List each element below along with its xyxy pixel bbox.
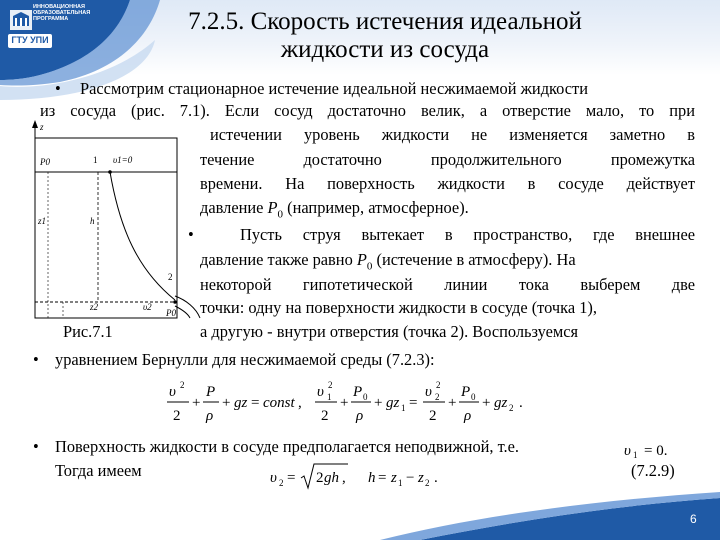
svg-text:2: 2 (316, 470, 324, 486)
svg-text:2: 2 (425, 478, 430, 488)
label-z1: z1 (38, 216, 47, 226)
svg-text:ρ: ρ (464, 408, 472, 424)
p0-subscript: 0 (277, 208, 284, 221)
svg-text:υ: υ (270, 470, 277, 486)
svg-text:gz: gz (386, 395, 400, 411)
svg-text:P: P (206, 384, 216, 400)
vessel-figure (28, 120, 203, 320)
svg-text:P: P (461, 384, 471, 400)
svg-text:2: 2 (429, 408, 437, 424)
p1-line-5: времени. На поверхность жидкости в сосуде действует (200, 174, 695, 193)
label-z: z (40, 122, 44, 132)
svg-text:υ: υ (317, 384, 324, 400)
logo-text: ИННОВАЦИОННАЯ ОБРАЗОВАТЕЛЬНАЯ ПРОГРАММА (33, 4, 91, 23)
p2-line-2-pre: давление также равно (200, 250, 357, 269)
svg-text:=: = (287, 470, 296, 486)
p1-line-1: Рассмотрим стационарное истечение идеальной несжимаемой жидкости (80, 79, 588, 98)
svg-text:1: 1 (633, 450, 638, 460)
p2-line-1: Пусть струя вытекает в пространство, где внешнее (240, 225, 695, 244)
p1-line-6-pre: давление (200, 198, 268, 217)
svg-text:.: . (434, 470, 438, 486)
p2-line-2-post: (истечение в атмосферу). На (372, 250, 576, 269)
svg-text:P: P (353, 384, 363, 400)
svg-text:2: 2 (435, 392, 440, 402)
label-2: 2 (168, 272, 173, 282)
svg-text:= 0.: = 0. (644, 443, 668, 459)
z-axis-arrow (32, 120, 38, 128)
bullet-4: • (33, 437, 39, 456)
svg-text:=: = (409, 395, 418, 411)
svg-text:υ: υ (169, 384, 176, 400)
figure-caption: Рис.7.1 (63, 322, 113, 341)
svg-text:−: − (406, 470, 415, 486)
p2-line-3: некоторой гипотетической линии тока выберем две (200, 275, 695, 294)
svg-text:2: 2 (180, 380, 185, 390)
p2-line-5: а другую - внутри отверстия (точка 2). Воспользуемся (200, 322, 579, 341)
svg-text:ρ: ρ (356, 408, 364, 424)
p3-line-2: Тогда имеем (55, 461, 142, 480)
label-1: 1 (93, 155, 98, 165)
point-2 (173, 300, 177, 304)
svg-text:+: + (192, 395, 201, 411)
svg-text:,: , (298, 395, 302, 411)
torricelli-equation (268, 460, 468, 494)
bullet-2: • (188, 225, 194, 244)
svg-text:0: 0 (471, 392, 476, 402)
svg-text:.: . (519, 395, 523, 411)
label-z2: z2 (90, 302, 99, 312)
label-p0-bottom: P0 (166, 308, 176, 318)
bullet-1: • (55, 79, 61, 98)
svg-text:1: 1 (398, 478, 403, 488)
svg-text:+: + (222, 395, 231, 411)
streamline (110, 172, 175, 300)
svg-text:2: 2 (279, 478, 284, 488)
logo-abbrev: ГТУ УПИ (11, 35, 49, 45)
svg-text:gh: gh (324, 470, 339, 486)
svg-text:+: + (340, 395, 349, 411)
label-v1: υ1=0 (113, 155, 133, 165)
page-number: 6 (690, 512, 697, 526)
svg-text:z: z (418, 470, 424, 486)
title-line-1: 7.2.5. Скорость истечения идеальной (188, 8, 582, 35)
svg-text:z: z (391, 470, 397, 486)
svg-text:+: + (482, 395, 491, 411)
p0-symbol-2: P (356, 250, 367, 269)
point-1 (108, 170, 112, 174)
svg-text:1: 1 (401, 403, 406, 413)
p1-line-2: из сосуда (рис. 7.1). Если сосуд достаточно велик, а отверстие мало, то при (40, 101, 695, 120)
svg-text:+: + (448, 395, 457, 411)
p0-subscript-2: 0 (366, 260, 373, 273)
p1-line-3: истечении уровень жидкости не изменяется заметно в (210, 125, 695, 144)
svg-text:2: 2 (173, 408, 181, 424)
p1-line-4: течение достаточно продолжительного промежутка (200, 150, 695, 169)
svg-text:ρ: ρ (206, 408, 214, 424)
svg-text:1: 1 (327, 392, 332, 402)
svg-text:const: const (263, 395, 295, 411)
svg-text:,: , (342, 470, 346, 486)
svg-text:2: 2 (509, 403, 514, 413)
label-v2: υ2 (143, 302, 152, 312)
title-line-2: жидкости из сосуда (280, 36, 490, 63)
svg-text:2: 2 (436, 380, 441, 390)
p0-symbol: P (267, 198, 278, 217)
svg-text:2: 2 (328, 380, 333, 390)
svg-text:υ: υ (624, 443, 631, 459)
svg-text:=: = (251, 395, 260, 411)
svg-text:=: = (378, 470, 387, 486)
bernoulli-equation (165, 378, 565, 428)
p2-line-6: уравнением Бернулли для несжимаемой среды (7.2.3): (55, 350, 435, 369)
vessel-outline (35, 138, 177, 318)
svg-text:gz: gz (494, 395, 508, 411)
svg-text:0: 0 (363, 392, 368, 402)
v1-zero-equation (622, 439, 692, 461)
svg-text:+: + (374, 395, 383, 411)
label-h: h (90, 216, 95, 226)
svg-text:gz: gz (234, 395, 248, 411)
p2-line-4: точки: одну на поверхности жидкости в сосуде (точка 1), (200, 298, 597, 317)
svg-text:2: 2 (321, 408, 329, 424)
equation-number: (7.2.9) (631, 461, 675, 480)
svg-text:h: h (368, 470, 376, 486)
p1-line-6-post: (например, атмосферное). (283, 198, 469, 217)
label-p0-top: P0 (40, 157, 50, 167)
svg-text:υ: υ (425, 384, 432, 400)
page-title (150, 8, 620, 64)
p1-line-6 (200, 197, 469, 225)
bullet-3: • (33, 350, 39, 369)
p3-line-1: Поверхность жидкости в сосуде предполагается неподвижной, т.е. (55, 437, 520, 456)
